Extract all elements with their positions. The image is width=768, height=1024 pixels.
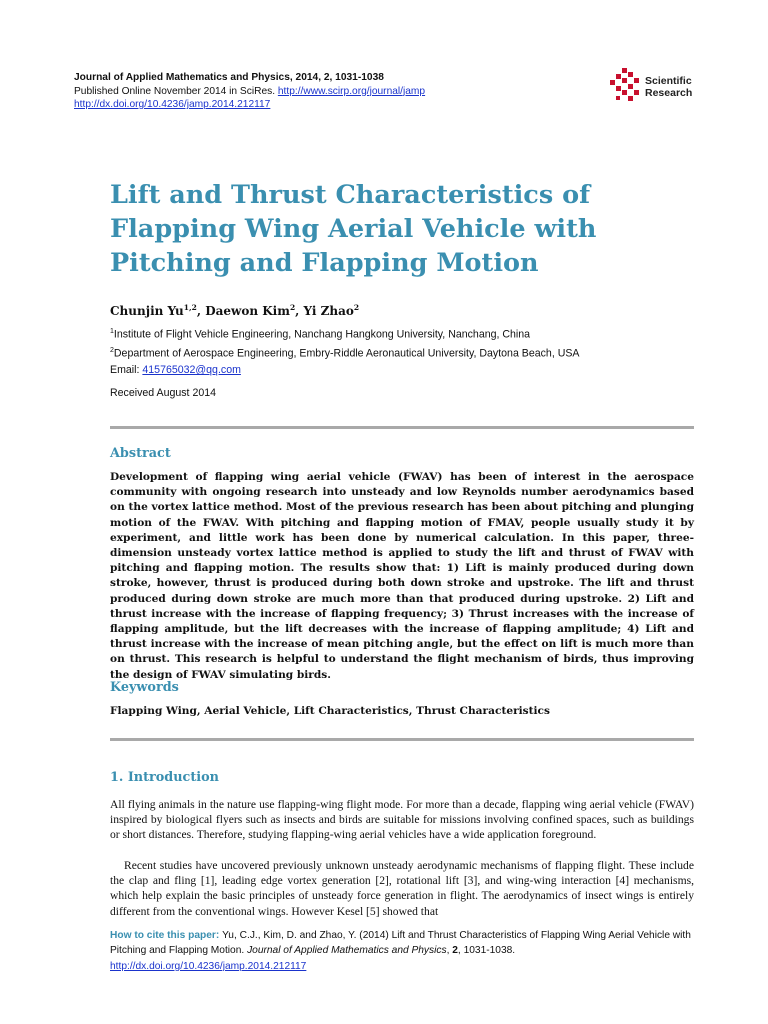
author-name: Daewon Kim	[205, 304, 290, 318]
doi-line	[74, 98, 554, 112]
journal-header	[74, 71, 554, 112]
logo-line-1: Scientific	[645, 75, 692, 87]
affiliation-mark: 1	[110, 328, 114, 335]
divider	[110, 738, 694, 741]
logo-text	[645, 76, 692, 99]
published-text: Published Online November 2014 in SciRes.	[74, 85, 278, 97]
journal-url-link[interactable]: http://www.scirp.org/journal/jamp	[277, 85, 426, 97]
affiliation-1	[110, 324, 670, 343]
received-date: Received August 2014	[110, 387, 217, 399]
affiliation-2	[110, 343, 670, 362]
author-name: Chunjin Yu	[110, 304, 184, 318]
author-affiliation-mark: 1,2	[183, 303, 197, 312]
email-label: Email:	[110, 364, 143, 377]
author-affiliation-mark: 2	[289, 303, 296, 312]
journal-citation-line: Journal of Applied Mathematics and Physics, 2014, 2, 1031-1038	[74, 72, 384, 83]
published-line	[74, 85, 554, 99]
scirp-logo-icon	[608, 66, 648, 106]
author-list: Chunjin Yu$^{1,2}$, Daewon Kim$^2$, Yi Zhao$^2$	[110, 303, 360, 318]
affiliation-text: Institute of Flight Vehicle Engineering, Nanchang Hangkong University, Nanchang, China	[113, 328, 531, 341]
affiliation-mark: 2	[110, 347, 114, 355]
email-link[interactable]: 415765032@qq.com	[142, 364, 241, 377]
logo-line-2: Research	[645, 86, 693, 99]
author-name: Yi Zhao	[303, 304, 354, 318]
cite-doi-link[interactable]: http://dx.doi.org/10.4236/jamp.2014.212117	[110, 960, 307, 972]
cite-journal: Journal of Applied Mathematics and Physics	[247, 945, 447, 957]
divider	[110, 426, 694, 429]
how-to-cite	[110, 928, 700, 974]
abstract-heading: Abstract	[110, 446, 171, 461]
cite-text: Yu, C.J., Kim, D. and Zhao, Y. (2014) Lift and Thrust Characteristics of Flapping Wing Aerial Vehicle with Pitching and Flapping Motion.	[110, 930, 691, 957]
affiliations	[110, 324, 670, 379]
scientific-research-logo	[608, 66, 708, 106]
email-line	[110, 362, 670, 379]
author-affiliation-mark: 2	[353, 303, 360, 312]
cite-volume: 2	[452, 945, 458, 957]
keywords-text: Flapping Wing, Aerial Vehicle, Lift Characteristics, Thrust Characteristics	[110, 705, 550, 717]
intro-paragraph-2: Recent studies have uncovered previously unknown unsteady aerodynamic mechanisms of flapping flight. These include the clap and fling [1], leading edge vortex generation [2], rotational lift [3], and wing-wing interaction [4] mechanisms, which help explain the basic principles of unsteady force generation in flight. The aerodynamics of insect wings is entirely different from the conventional wings. However Kesel [5] showed that	[110, 859, 694, 918]
introduction-heading: 1. Introduction	[110, 770, 219, 785]
cite-separator: ,	[446, 945, 453, 957]
keywords-heading: Keywords	[110, 680, 179, 695]
cite-pages: , 1031-1038.	[457, 945, 516, 957]
affiliation-text: Department of Aerospace Engineering, Embry-Riddle Aeronautical University, Daytona Beach, USA	[113, 347, 580, 360]
cite-label: How to cite this paper:	[110, 930, 223, 941]
paper-title: Lift and Thrust Characteristics of Flapping Wing Aerial Vehicle with Pitching and Flapping Motion	[110, 180, 597, 278]
intro-paragraph-1: All flying animals in the nature use flapping-wing flight mode. For more than a decade, flapping wing aerial vehicle (FWAV) inspired by biological flyers such as insects and birds are suitable for missions involving confined spaces, such as buildings or short distances. Therefore, studying flapping-wing aerial vehicles have a wide application foreground.	[110, 798, 694, 842]
doi-link[interactable]: http://dx.doi.org/10.4236/jamp.2014.212117	[74, 99, 271, 111]
abstract-text: Development of flapping wing aerial vehicle (FWAV) has been of interest in the aerospace community with ongoing research into unsteady and low Reynolds number aerodynamics based on the vortex lattice method. Most of the previous research has been about pitching and plunging motion of the FWAV. With pitching and flapping motion of FMAV, people usually study it by experiment, and little work has been done by numerical calculation. In this paper, three-dimension unsteady vortex lattice method is applied to study the lift and thrust of FWAV with pitching and flapping motion. The results show that: 1) Lift is mainly produced during down stroke, however, thrust is produced during both down stroke and upstroke. The lift and thrust produced during down stroke are much more than that produced during upstroke. 2) Lift and thrust increase with the increase of flapping frequency; 3) Thrust increases with the increase of flapping amplitude, but the lift decreases with the increase of flapping amplitude; 4) Lift and thrust increase with the increase of mean pitching angle, but the effect on lift is much more than on thrust. This research is helpful to understand the flight mechanism of birds, thus improving the design of FWAV simulating birds.	[110, 471, 694, 681]
